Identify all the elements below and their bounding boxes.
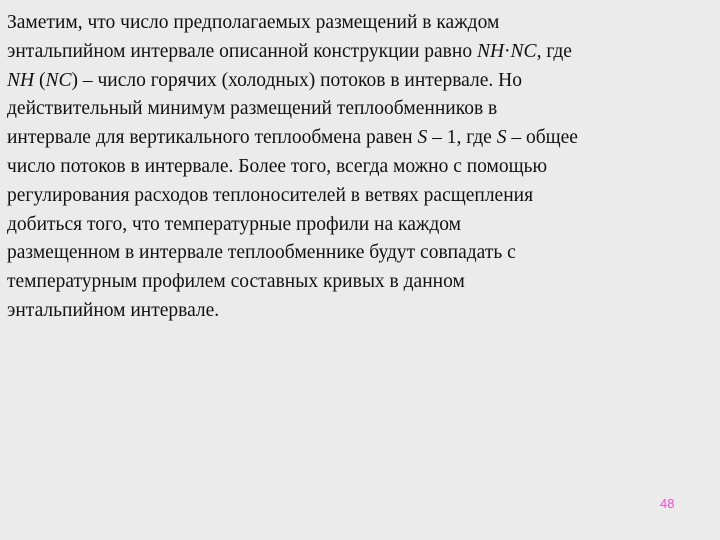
text-line-8: добиться того, что температурные профили на каждом (7, 213, 461, 235)
text-line-5: интервале для вертикального теплообмена равен S – 1, где S – общее (7, 127, 578, 149)
text-line-6: число потоков в интервале. Более того, всегда можно с помощью (7, 155, 548, 177)
text-line-11: энтальпийном интервале. (7, 299, 220, 321)
s-symbol: S (417, 127, 428, 149)
page-number: 48 (660, 496, 675, 511)
nh-symbol: NH (476, 40, 505, 62)
body-paragraph (7, 9, 719, 326)
text-line-3: NH (NC) – число горячих (холодных) потоков в интервале. Но (7, 69, 522, 91)
text-line-4: действительный минимум размещений теплообменников в (7, 98, 498, 120)
text-line-9: размещенном в интервале теплообменнике будут совпадать с (7, 242, 516, 264)
text-line-2: энтальпийном интервале описанной конструкции равно NH·NC, где (7, 40, 572, 62)
nc-symbol: NC (45, 69, 72, 91)
s-symbol: S (496, 127, 507, 149)
nh-symbol: NH (7, 69, 35, 91)
text-line-1: Заметим, что число предполагаемых размещений в каждом (7, 12, 500, 33)
text-line-10: температурным профилем составных кривых в данном (7, 271, 465, 293)
nc-symbol: NC (510, 40, 537, 62)
text-line-7: регулирования расходов теплоносителей в ветвях расщепления (7, 184, 534, 206)
